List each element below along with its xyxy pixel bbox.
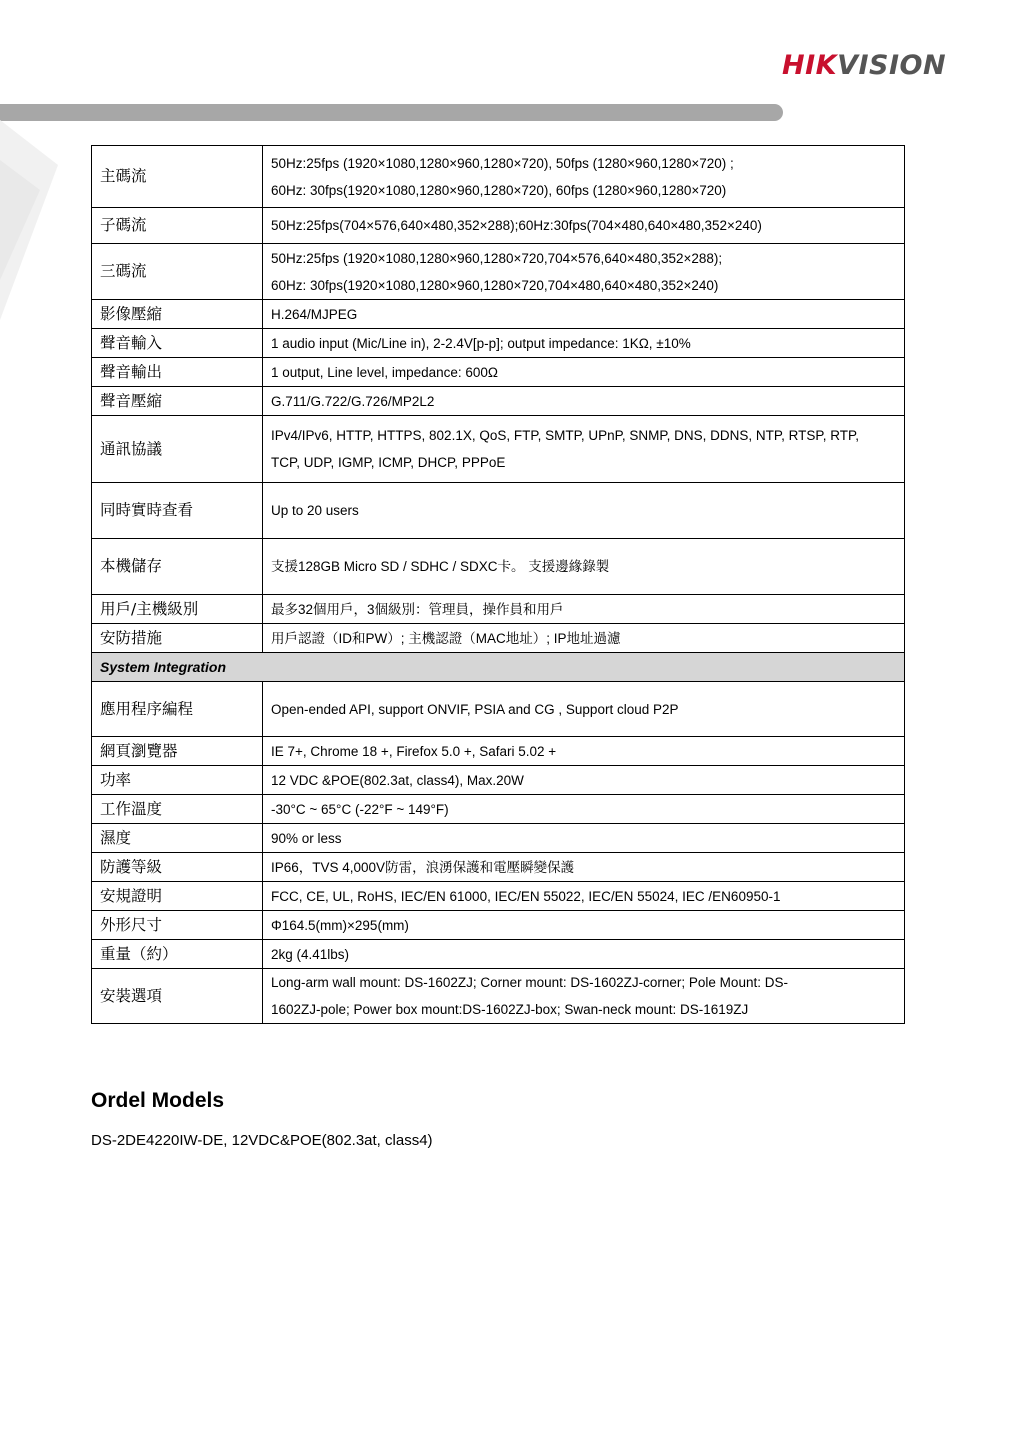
spec-value-line: 60Hz: 30fps(1920×1080,1280×960,1280×720,704×480,640×480,352×240) — [271, 277, 719, 293]
spec-row — [92, 539, 905, 595]
spec-label: 同時實時查看 — [92, 483, 263, 539]
logo-red-part: HIK — [782, 50, 838, 81]
spec-value — [263, 483, 905, 539]
spec-row — [92, 853, 905, 882]
order-models-text: DS-2DE4220IW-DE, 12VDC&POE(802.3at, class4) — [91, 1132, 433, 1149]
spec-value-line: 支援128GB Micro SD / SDHC / SDXC卡。 支援邊緣錄製 — [271, 559, 610, 574]
spec-value — [263, 146, 905, 208]
spec-value — [263, 766, 905, 795]
spec-value-line: IPv4/IPv6, HTTP, HTTPS, 802.1X, QoS, FTP, SMTP, UPnP, SNMP, DNS, DDNS, NTP, RTSP, RTP, — [271, 428, 859, 443]
spec-row — [92, 969, 905, 1024]
decorative-triangles — [0, 120, 60, 350]
spec-value-line: 90% or less — [271, 830, 342, 846]
spec-value — [263, 539, 905, 595]
spec-value — [263, 795, 905, 824]
spec-value-line: 50Hz:25fps(704×576,640×480,352×288);60Hz:30fps(704×480,640×480,352×240) — [271, 218, 762, 233]
spec-value — [263, 208, 905, 244]
spec-label: 安裝選項 — [92, 969, 263, 1024]
spec-value-line: 50Hz:25fps (1920×1080,1280×960,1280×720), 50fps (1280×960,1280×720) ; — [271, 155, 734, 171]
section-title: System Integration — [92, 653, 905, 682]
spec-value-line: -30°C ~ 65°C (-22°F ~ 149°F) — [271, 801, 449, 817]
spec-label: 外形尺寸 — [92, 911, 263, 940]
spec-row — [92, 329, 905, 358]
hikvision-logo — [782, 50, 946, 81]
spec-value-line: IP66，TVS 4,000V防雷，浪湧保護和電壓瞬變保護 — [271, 859, 575, 875]
spec-value — [263, 387, 905, 416]
spec-value-line: Open-ended API, support ONVIF, PSIA and CG , Support cloud P2P — [271, 701, 679, 717]
spec-value-line: 1 audio input (Mic/Line in), 2-2.4V[p-p]; output impedance: 1KΩ, ±10% — [271, 335, 691, 351]
spec-value — [263, 300, 905, 329]
spec-label: 聲音輸出 — [92, 358, 263, 387]
spec-value — [263, 969, 905, 1024]
spec-value-line: 12 VDC &POE(802.3at, class4), Max.20W — [271, 772, 524, 788]
spec-row — [92, 208, 905, 244]
spec-value-line: 1 output, Line level, impedance: 600Ω — [271, 364, 498, 380]
spec-row — [92, 624, 905, 653]
section-row-system-integration — [92, 653, 905, 682]
spec-value-line: Φ164.5(mm)×295(mm) — [271, 917, 409, 933]
spec-label: 三碼流 — [92, 244, 263, 300]
spec-label: 本機儲存 — [92, 539, 263, 595]
spec-value-line: 50Hz:25fps (1920×1080,1280×960,1280×720,704×576,640×480,352×288); — [271, 250, 723, 266]
spec-row — [92, 300, 905, 329]
spec-row — [92, 483, 905, 539]
spec-label: 影像壓縮 — [92, 300, 263, 329]
spec-row — [92, 244, 905, 300]
spec-row — [92, 795, 905, 824]
spec-value-line: 2kg (4.41lbs) — [271, 946, 350, 962]
spec-value — [263, 940, 905, 969]
spec-label: 用戶/主機級別 — [92, 595, 263, 624]
spec-label: 濕度 — [92, 824, 263, 853]
spec-row — [92, 387, 905, 416]
spec-value-line: 60Hz: 30fps(1920×1080,1280×960,1280×720), 60fps (1280×960,1280×720) — [271, 182, 727, 198]
spec-label: 功率 — [92, 766, 263, 795]
spec-label: 聲音壓縮 — [92, 387, 263, 416]
spec-row — [92, 682, 905, 737]
spec-label: 安規證明 — [92, 882, 263, 911]
spec-row — [92, 737, 905, 766]
spec-label: 工作溫度 — [92, 795, 263, 824]
spec-value-line: Up to 20 users — [271, 503, 359, 518]
spec-label: 重量（約） — [92, 940, 263, 969]
spec-value — [263, 329, 905, 358]
spec-label: 聲音輸入 — [92, 329, 263, 358]
spec-row — [92, 595, 905, 624]
spec-row — [92, 911, 905, 940]
order-models-title: Ordel Models — [91, 1089, 225, 1112]
spec-value-line: 最多32個用戶，3個級別：管理員，操作員和用戶 — [271, 601, 564, 617]
spec-row — [92, 766, 905, 795]
spec-label: 防護等級 — [92, 853, 263, 882]
spec-label: 網頁瀏覽器 — [92, 737, 263, 766]
spec-value — [263, 824, 905, 853]
spec-table — [91, 145, 905, 1024]
spec-value-line: G.711/G.722/G.726/MP2L2 — [271, 393, 435, 409]
spec-value — [263, 358, 905, 387]
spec-label: 通訊協議 — [92, 416, 263, 483]
spec-value — [263, 853, 905, 882]
spec-value — [263, 682, 905, 737]
spec-value-line: 用戶認證（ID和PW）; 主機認證（MAC地址）; IP地址過濾 — [271, 630, 621, 646]
spec-value — [263, 244, 905, 300]
spec-value — [263, 595, 905, 624]
spec-row — [92, 146, 905, 208]
header-band — [0, 104, 783, 121]
spec-row — [92, 416, 905, 483]
spec-row — [92, 882, 905, 911]
spec-value — [263, 416, 905, 483]
spec-label: 應用程序編程 — [92, 682, 263, 737]
spec-row — [92, 940, 905, 969]
spec-value-line: Long-arm wall mount: DS-1602ZJ; Corner mount: DS-1602ZJ-corner; Pole Mount: DS- — [271, 975, 788, 990]
spec-value — [263, 911, 905, 940]
spec-label: 主碼流 — [92, 146, 263, 208]
spec-value-line: IE 7+, Chrome 18 +, Firefox 5.0 +, Safari 5.02 + — [271, 743, 557, 759]
spec-row — [92, 824, 905, 853]
spec-value-line: TCP, UDP, IGMP, ICMP, DHCP, PPPoE — [271, 455, 506, 470]
spec-value-line: 1602ZJ-pole; Power box mount:DS-1602ZJ-box; Swan-neck mount: DS-1619ZJ — [271, 1002, 749, 1017]
spec-value-line: H.264/MJPEG — [271, 306, 358, 322]
spec-value — [263, 737, 905, 766]
spec-label: 子碼流 — [92, 208, 263, 244]
logo-gray-part: VISION — [837, 50, 947, 81]
spec-value — [263, 882, 905, 911]
spec-label: 安防措施 — [92, 624, 263, 653]
spec-value-line: FCC, CE, UL, RoHS, IEC/EN 61000, IEC/EN 55022, IEC/EN 55024, IEC /EN60950-1 — [271, 888, 781, 904]
spec-value — [263, 624, 905, 653]
spec-row — [92, 358, 905, 387]
